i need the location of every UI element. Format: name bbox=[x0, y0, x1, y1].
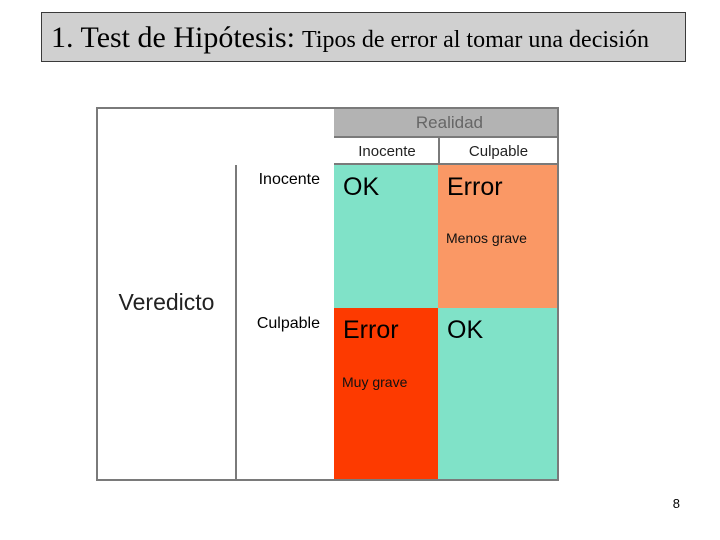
realidad-header: Realidad bbox=[334, 109, 557, 136]
cell-text: Error bbox=[447, 173, 503, 201]
page-number: 8 bbox=[672, 496, 680, 511]
note-menos-grave: Menos grave bbox=[446, 230, 527, 246]
veredicto-label: Veredicto bbox=[118, 289, 215, 315]
column-header-culpable: Culpable bbox=[468, 142, 529, 160]
cell-culpable-inocente bbox=[334, 308, 438, 479]
column-header-inocente: Inocente bbox=[358, 142, 416, 160]
cell-culpable-culpable bbox=[438, 308, 557, 479]
title-main: 1. Test de Hipótesis: bbox=[51, 21, 295, 54]
row-label-inocente: Inocente bbox=[258, 171, 320, 188]
note-muy-grave: Muy grave bbox=[342, 374, 408, 390]
slide-title bbox=[41, 12, 686, 62]
cell-text: Error bbox=[343, 316, 399, 344]
cell-text: OK bbox=[447, 316, 484, 344]
cell-inocente-inocente bbox=[334, 165, 438, 308]
cell-text: OK bbox=[343, 173, 380, 201]
row-label-culpable: Culpable bbox=[256, 315, 320, 332]
title-sub: Tipos de error al tomar una decisión bbox=[302, 27, 650, 53]
row-label-divider bbox=[235, 165, 237, 481]
